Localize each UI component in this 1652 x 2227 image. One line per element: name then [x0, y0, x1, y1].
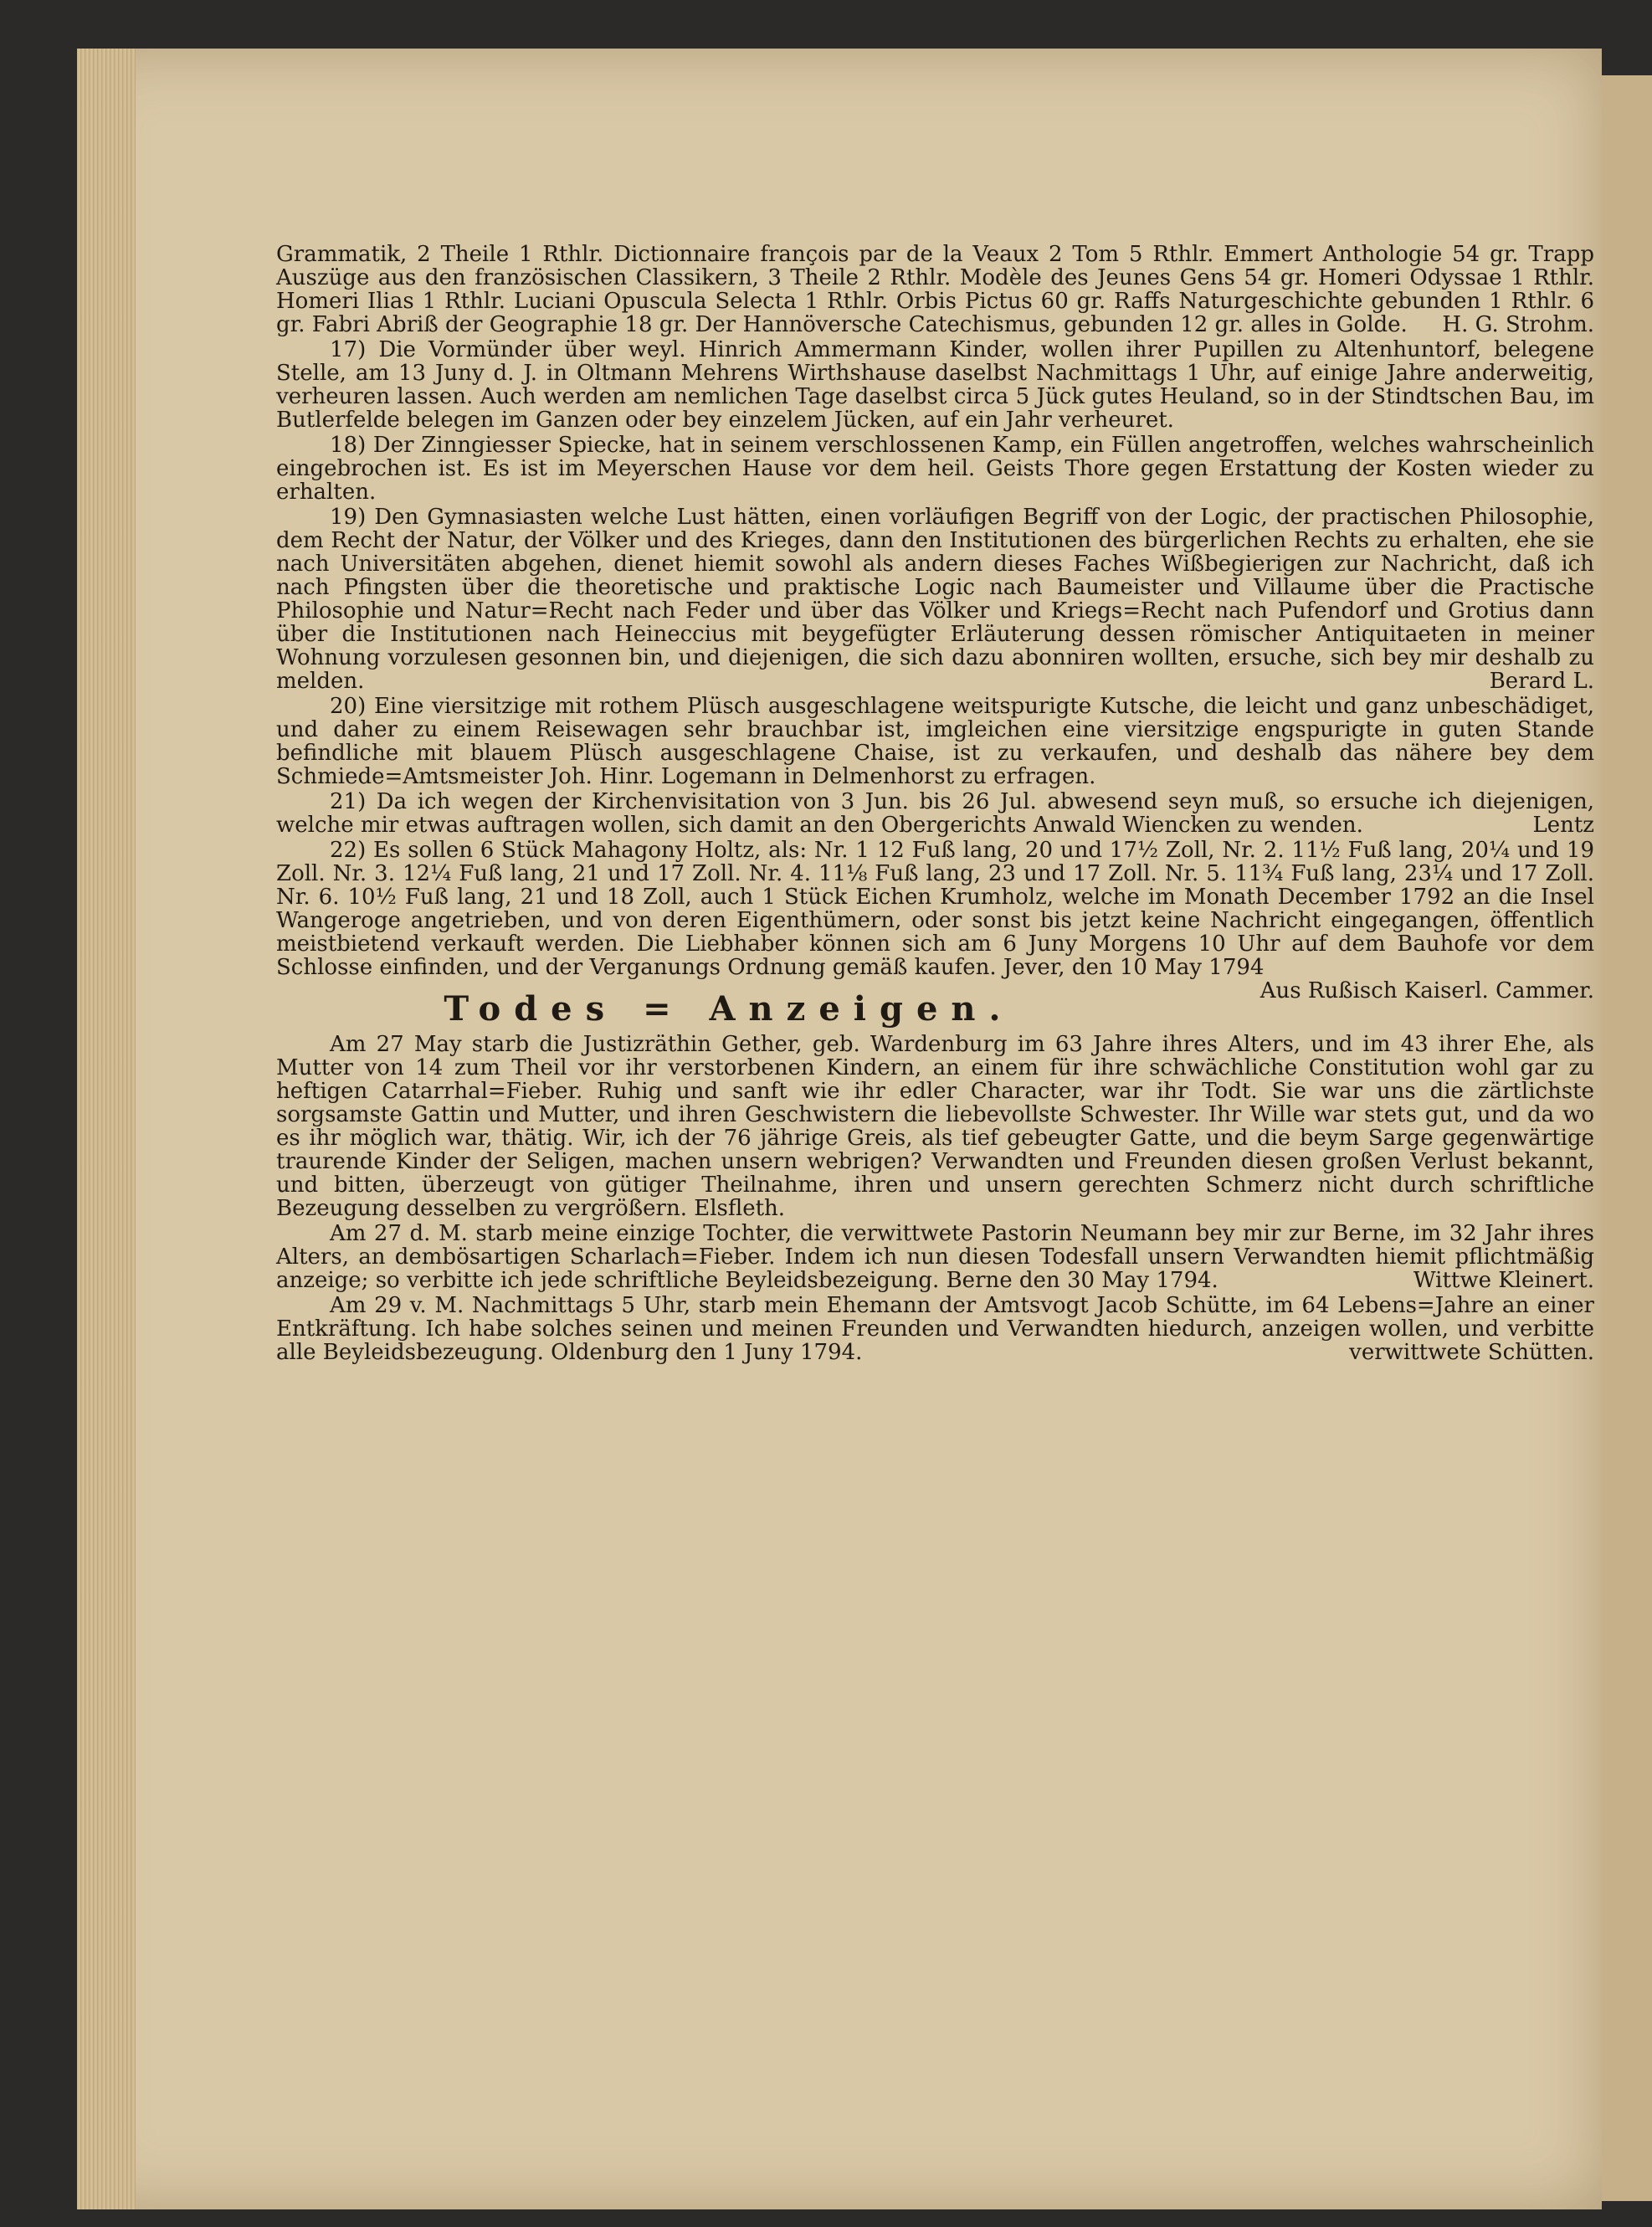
ad-text: 17) Die Vormünder über weyl. Hinrich Ammermann Kinder, wollen ihrer Pupillen zu Altenhuntorf, belegene Stelle, am 13 Juny d. J. in Oltmann Mehrens Wirthshause daselbst Nachmittags 1 Uhr, auf einige Jahre anderweitig, verheuren lassen. Auch werden am nemlichen Tage daselbst circa 5 Jück gutes Heuland, so in der Stindtschen Bau, im Butlerfelde belegen im Ganzen oder bey einzelem Jücken, auf ein Jahr verheuret.: [276, 337, 1594, 433]
notice-text: Am 29 v. M. Nachmittags 5 Uhr, starb mein Ehemann der Amtsvogt Jacob Schütte, im 64 Lebens=Jahre an einer Entkräftung. Ich habe solches seinen und meinen Freunden und Verwandten hiedurch, anzeigen wollen, und verbitte alle Beyleidsbezeugung. Oldenburg den 1 Juny 1794.: [276, 1293, 1594, 1365]
ad-paragraph: [276, 838, 1594, 1003]
ad-paragraph: [276, 790, 1594, 837]
ad-paragraph: [276, 434, 1594, 504]
death-notices: [276, 1033, 1594, 1364]
notice-signature: Wittwe Kleinert.: [1413, 1268, 1594, 1293]
ad-text: Grammatik, 2 Theile 1 Rthlr. Dictionnaire françois par de la Veaux 2 Tom 5 Rthlr. Emmert Anthologie 54 gr. Trapp Auszüge aus den französischen Classikern, 3 Theile 2 Rthlr. Modèle des Jeunes Gens 54 gr. Homeri Odyssae 1 Rthlr. Homeri Ilias 1 Rthlr. Luciani Opuscula Selecta 1 Rthlr. Orbis Pictus 60 gr. Raffs Naturgeschichte gebunden 1 Rthlr. 6 gr. Fabri Abriß der Geographie 18 gr. Der Hannöversche Catechismus, gebunden 12 gr. alles in Golde.: [276, 242, 1594, 337]
notice-paragraph: [276, 1033, 1594, 1220]
ad-paragraph: [276, 338, 1594, 432]
next-page-edge: [1602, 75, 1652, 2201]
notice-signature: verwittwete Schütten.: [1349, 1340, 1594, 1365]
ad-paragraph: [276, 505, 1594, 693]
ad-paragraph: [276, 695, 1594, 788]
ad-signature: Lentz: [1532, 813, 1594, 838]
ad-signature: Aus Rußisch Kaiserl. Cammer.: [1260, 978, 1594, 1003]
ad-text: 19) Den Gymnasiasten welche Lust hätten, einen vorläufigen Begriff von der Logic, der practischen Philosophie, dem Recht der Natur, der Völker und des Krieges, dann den Institutionen des bürgerlichen Rechts zu erhalten, ehe sie nach Universitäten abgehen, dienet hiemit sowohl als andern dieses Faches Wißbegierigen zur Nachricht, daß ich nach Pfingsten über die theoretische und praktische Logic nach Baumeister und Villaume über die Practische Philosophie und Natur=Recht nach Feder und über das Völker und Kriegs=Recht nach Pufendorf und Grotius dann über die Institutionen nach Heineccius mit beygefügter Erläuterung dessen römischer Antiquitaeten in meiner Wohnung vorzulesen gesonnen bin, und diejenigen, die sich dazu abonniren wollten, ersuche, sich bey mir deshalb zu melden.: [276, 505, 1594, 694]
notice-text: Am 27 d. M. starb meine einzige Tochter, die verwittwete Pastorin Neumann bey mir zur Berne, im 32 Jahr ihres Alters, an dembösartigen Scharlach=Fieber. Indem ich nun diesen Todesfall unsern Verwandten hiemit pflichtmäßig anzeige; so verbitte ich jede schriftliche Beyleidsbezeigung. Berne den 30 May 1794.: [276, 1221, 1594, 1293]
notice-text: Am 27 May starb die Justizräthin Gether, geb. Wardenburg im 63 Jahre ihres Alters, und im 43 ihrer Ehe, als Mutter von 14 zum Theil vor ihr verstorbenen Kindern, an einem für ihre schwächliche Constitution wohl gar zu heftigen Catarrhal=Fieber. Ruhig und sanft wie ihr edler Character, war ihr Todt. Sie war uns die zärtlichste sorgsamste Gattin und Mutter, und ihren Geschwistern die liebevollste Schwester. Ihr Wille war stets gut, und da wo es ihr möglich war, thätig. Wir, ich der 76 jährige Greis, als tief gebeugter Gatte, und die beym Sarge gegenwärtige traurende Kinder der Seligen, machen unsern webrigen? Verwandten und Freunden diesen großen Verlust bekannt, und bitten, überzeugt von gütiger Theilnahme, ihren und unsern gerechten Schmerz nicht durch schriftliche Bezeugung desselben zu vergrößern. Elsfleth.: [276, 1032, 1594, 1221]
page-stack-edge: [77, 49, 136, 2209]
ad-paragraph: [276, 243, 1594, 336]
ad-signature: Berard L.: [1489, 669, 1594, 694]
advertisements: [276, 242, 1594, 1003]
page-text: [276, 243, 1594, 1366]
section-title: Todes = Anzeigen.: [444, 989, 1014, 1029]
ad-text: 20) Eine viersitzige mit rothem Plüsch ausgeschlagene weitspurigte Kutsche, die leicht und ganz unbeschädiget, und daher zu einem Reisewagen sehr brauchbar ist, imgleichen eine viersitzige engspurigte in guten Stande befindliche mit blauem Plüsch ausgeschlagene Chaise, ist zu verkaufen, und deshalb das nähere bey dem Schmiede=Amtsmeister Joh. Hinr. Logemann in Delmenhorst zu erfragen.: [276, 694, 1594, 789]
ad-text: 18) Der Zinngiesser Spiecke, hat in seinem verschlossenen Kamp, ein Füllen angetroffen, welches wahrscheinlich eingebrochen ist. Es ist im Meyerschen Hause vor dem heil. Geists Thore gegen Erstattung der Kosten wieder zu erhalten.: [276, 433, 1594, 505]
ad-signature: H. G. Strohm.: [1442, 312, 1594, 337]
notice-paragraph: [276, 1222, 1594, 1292]
ad-text: 21) Da ich wegen der Kirchenvisitation von 3 Jun. bis 26 Jul. abwesend seyn muß, so ersuche ich diejenigen, welche mir etwas auftragen wollen, sich damit an den Obergerichts Anwald Wiencken zu wenden.: [276, 789, 1594, 838]
notice-paragraph: [276, 1294, 1594, 1364]
ad-text: 22) Es sollen 6 Stück Mahagony Holtz, als: Nr. 1 12 Fuß lang, 20 und 17½ Zoll, Nr. 2. 11½ Fuß lang, 20¼ und 19 Zoll. Nr. 3. 12¼ Fuß lang, 21 und 17 Zoll. Nr. 4. 11⅛ Fuß lang, 23 und 17 Zoll. Nr. 5. 11¾ Fuß lang, 23¼ und 17 Zoll. Nr. 6. 10½ Fuß lang, 21 und 18 Zoll, auch 1 Stück Eichen Krumholz, welche im Monath December 1792 an die Insel Wangeroge angetrieben, und von deren Eigenthümern, oder sonst bis jetzt keine Nachricht eingegangen, öffentlich meistbietend verkauft werden. Die Liebhaber können sich am 6 Juny Morgens 10 Uhr auf dem Bauhofe vor dem Schlosse einfinden, und der Verganungs Ordnung gemäß kaufen. Jever, den 10 May 1794: [276, 838, 1594, 980]
